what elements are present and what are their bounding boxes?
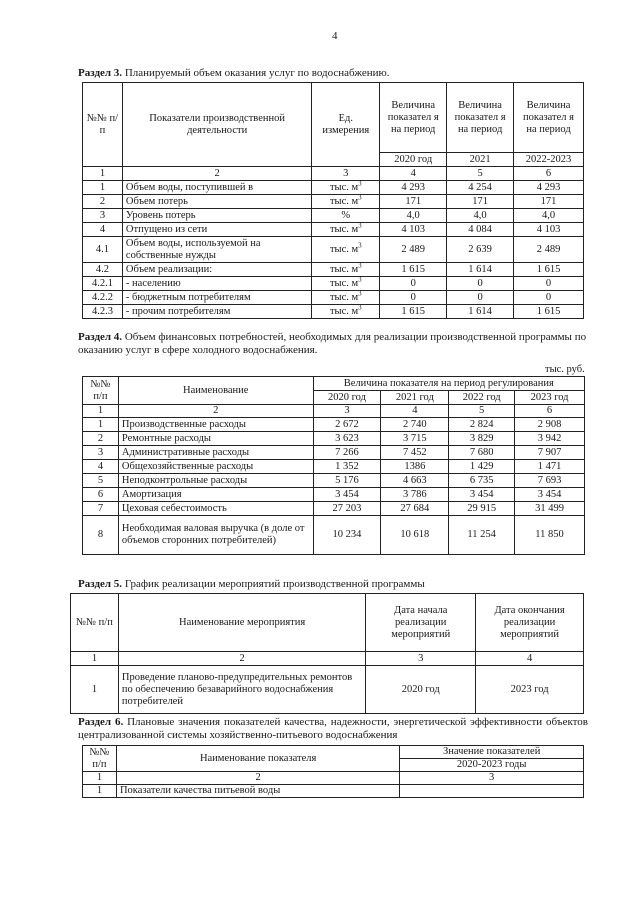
s3-value-2: 1 614 bbox=[447, 305, 514, 319]
s3-value-3: 1 615 bbox=[514, 263, 584, 277]
s3-unit-exponent: 3 bbox=[358, 275, 362, 283]
s4-value-2: 3 715 bbox=[381, 432, 449, 446]
s3-unit-text: тыс. м bbox=[329, 305, 359, 317]
s3-name: Объем воды, используемой на собственные нужды bbox=[122, 237, 311, 263]
s6-name: Показатели качества питьевой воды bbox=[116, 785, 399, 798]
s4-idx: 1 bbox=[83, 405, 119, 418]
s3-name: Отпущено из сети bbox=[122, 223, 311, 237]
s4-value-1: 5 176 bbox=[313, 474, 381, 488]
s3-unit-exponent: 3 bbox=[358, 221, 362, 229]
s4-name: Неподконтрольные расходы bbox=[118, 474, 313, 488]
s5-header-name: Наименование мероприятия bbox=[118, 594, 365, 652]
s4-value-2: 2 740 bbox=[381, 418, 449, 432]
s4-value-4: 3 942 bbox=[515, 432, 585, 446]
section4-title-bold: Раздел 4. bbox=[78, 331, 123, 343]
s3-unit-text: тыс. м bbox=[329, 223, 359, 235]
s3-value-1: 4 293 bbox=[380, 181, 447, 195]
s4-idx: 5 bbox=[449, 405, 515, 418]
s4-value-4: 31 499 bbox=[515, 502, 585, 516]
s3-idx: 3 bbox=[312, 167, 380, 181]
s6-value bbox=[400, 785, 584, 798]
s4-value-2: 4 663 bbox=[381, 474, 449, 488]
s3-value-3: 1 615 bbox=[514, 305, 584, 319]
section6-title bbox=[78, 716, 588, 742]
s3-name: - населению bbox=[122, 277, 311, 291]
s4-num: 5 bbox=[83, 474, 119, 488]
table-row bbox=[83, 209, 584, 223]
table-row bbox=[83, 237, 584, 263]
s5-header-num: №№ п/п bbox=[71, 594, 119, 652]
s3-value-2: 4 254 bbox=[447, 181, 514, 195]
s3-period-3: 2022-2023 bbox=[514, 153, 584, 167]
s3-value-2: 171 bbox=[447, 195, 514, 209]
s6-idx: 3 bbox=[400, 772, 584, 785]
s3-unit bbox=[312, 237, 380, 263]
section3-title-bold: Раздел 3. bbox=[78, 67, 123, 79]
s3-value-2: 0 bbox=[447, 277, 514, 291]
s4-num: 1 bbox=[83, 418, 119, 432]
s3-unit-exponent: 3 bbox=[358, 261, 362, 269]
s3-unit bbox=[312, 277, 380, 291]
s4-name: Ремонтные расходы bbox=[118, 432, 313, 446]
s3-index-row bbox=[83, 167, 584, 181]
s3-value-1: 4,0 bbox=[380, 209, 447, 223]
s3-unit bbox=[312, 181, 380, 195]
s4-year-3: 2022 год bbox=[449, 391, 515, 405]
s4-num: 7 bbox=[83, 502, 119, 516]
s3-value-2: 0 bbox=[447, 291, 514, 305]
table-row bbox=[83, 291, 584, 305]
section6-table bbox=[82, 745, 584, 798]
s4-header-num: №№ п/п bbox=[83, 377, 119, 405]
s5-name: Проведение планово-предупредительных ремонтов по обеспечению безаварийного водоснабжения потребителей bbox=[118, 666, 365, 714]
s3-header-unit: Ед. измерения bbox=[312, 83, 380, 167]
s4-value-3: 1 429 bbox=[449, 460, 515, 474]
section6-title-bold: Раздел 6. bbox=[78, 716, 124, 728]
s4-name: Цеховая себестоимость bbox=[118, 502, 313, 516]
s4-name: Производственные расходы bbox=[118, 418, 313, 432]
s4-value-3: 3 454 bbox=[449, 488, 515, 502]
s4-num: 4 bbox=[83, 460, 119, 474]
s3-unit-text: тыс. м bbox=[329, 263, 359, 275]
s4-value-1: 7 266 bbox=[313, 446, 381, 460]
section4-unit-note: тыс. руб. bbox=[545, 364, 585, 375]
s3-unit-text: тыс. м bbox=[329, 195, 359, 207]
s4-idx: 3 bbox=[313, 405, 381, 418]
s3-value-1: 0 bbox=[380, 277, 447, 291]
table-row bbox=[83, 460, 585, 474]
s4-value-3: 3 829 bbox=[449, 432, 515, 446]
s4-value-1: 10 234 bbox=[313, 516, 381, 555]
table-row bbox=[83, 181, 584, 195]
s3-value-2: 1 614 bbox=[447, 263, 514, 277]
s4-name: Административные расходы bbox=[118, 446, 313, 460]
s6-idx: 1 bbox=[83, 772, 117, 785]
s5-header-start: Дата начала реализации мероприятий bbox=[366, 594, 476, 652]
s4-value-4: 11 850 bbox=[515, 516, 585, 555]
s3-name: Уровень потерь bbox=[122, 209, 311, 223]
s3-value-3: 4 293 bbox=[514, 181, 584, 195]
section5-title-bold: Раздел 5. bbox=[78, 578, 123, 590]
s3-idx: 1 bbox=[83, 167, 123, 181]
table-row bbox=[83, 516, 585, 555]
section4-title bbox=[78, 331, 588, 357]
s4-value-2: 1386 bbox=[381, 460, 449, 474]
s3-num: 4.2.2 bbox=[83, 291, 123, 305]
s4-index-row bbox=[83, 405, 585, 418]
s4-value-2: 3 786 bbox=[381, 488, 449, 502]
s3-header-value-1: Величина показател я на период bbox=[380, 83, 447, 153]
s6-header-num: №№ п/п bbox=[83, 746, 117, 772]
s3-idx: 6 bbox=[514, 167, 584, 181]
s4-idx: 6 bbox=[515, 405, 585, 418]
s3-name: Объем воды, поступившей в bbox=[122, 181, 311, 195]
table-row bbox=[83, 488, 585, 502]
table-row bbox=[83, 305, 584, 319]
s4-value-1: 2 672 bbox=[313, 418, 381, 432]
s3-name: Объем потерь bbox=[122, 195, 311, 209]
s3-value-3: 4 103 bbox=[514, 223, 584, 237]
s3-header-indicator: Показатели производственной деятельности bbox=[122, 83, 311, 167]
s4-value-2: 10 618 bbox=[381, 516, 449, 555]
s3-idx: 5 bbox=[447, 167, 514, 181]
s4-num: 6 bbox=[83, 488, 119, 502]
s4-value-2: 7 452 bbox=[381, 446, 449, 460]
s4-value-1: 3 454 bbox=[313, 488, 381, 502]
table-row bbox=[83, 446, 585, 460]
s5-num: 1 bbox=[71, 666, 119, 714]
s4-idx: 4 bbox=[381, 405, 449, 418]
s4-value-4: 7 907 bbox=[515, 446, 585, 460]
table-row bbox=[83, 785, 584, 798]
s3-unit-text: тыс. м bbox=[329, 243, 359, 255]
s4-value-3: 11 254 bbox=[449, 516, 515, 555]
s3-unit-exponent: 3 bbox=[358, 303, 362, 311]
s3-num: 4.2 bbox=[83, 263, 123, 277]
s4-value-1: 3 623 bbox=[313, 432, 381, 446]
s6-header-value: Значение показателей bbox=[400, 746, 584, 759]
section6-title-text: Плановые значения показателей качества, надежности, энергетической эффективности объектов централизованной системы хозяйственно-питьевого водоснабжения bbox=[78, 716, 589, 741]
s6-index-row bbox=[83, 772, 584, 785]
s4-name: Необходимая валовая выручка (в доле от объемов сторонних потребителей) bbox=[118, 516, 313, 555]
s3-period-1: 2020 год bbox=[380, 153, 447, 167]
s3-value-1: 1 615 bbox=[380, 305, 447, 319]
s3-header-value-3: Величина показател я на период bbox=[514, 83, 584, 153]
s4-header-value: Величина показателя на период регулирования bbox=[313, 377, 584, 391]
s3-value-3: 2 489 bbox=[514, 237, 584, 263]
s3-unit bbox=[312, 223, 380, 237]
s5-idx: 4 bbox=[476, 652, 584, 666]
table-row bbox=[83, 223, 584, 237]
s3-unit bbox=[312, 291, 380, 305]
s3-num: 2 bbox=[83, 195, 123, 209]
s3-unit-exponent: 3 bbox=[358, 241, 362, 249]
table-row bbox=[83, 432, 585, 446]
s6-idx: 2 bbox=[116, 772, 399, 785]
s4-year-4: 2023 год bbox=[515, 391, 585, 405]
s3-num: 4.2.1 bbox=[83, 277, 123, 291]
s3-unit-exponent: 3 bbox=[358, 193, 362, 201]
s5-idx: 2 bbox=[118, 652, 365, 666]
s5-start: 2020 год bbox=[366, 666, 476, 714]
s3-value-1: 171 bbox=[380, 195, 447, 209]
s6-header-period: 2020-2023 годы bbox=[400, 759, 584, 772]
s6-num: 1 bbox=[83, 785, 117, 798]
s5-index-row bbox=[71, 652, 584, 666]
s4-value-4: 7 693 bbox=[515, 474, 585, 488]
s3-unit bbox=[312, 195, 380, 209]
s3-value-2: 4,0 bbox=[447, 209, 514, 223]
table-row bbox=[83, 474, 585, 488]
s4-value-3: 6 735 bbox=[449, 474, 515, 488]
s3-num: 1 bbox=[83, 181, 123, 195]
section3-title-text: Планируемый объем оказания услуг по водоснабжению. bbox=[122, 67, 390, 79]
section5-title bbox=[78, 578, 425, 591]
section5-title-text: График реализации мероприятий производственной программы bbox=[122, 578, 425, 590]
s4-value-3: 29 915 bbox=[449, 502, 515, 516]
s3-value-1: 2 489 bbox=[380, 237, 447, 263]
s3-name: - прочим потребителям bbox=[122, 305, 311, 319]
s6-header-name: Наименование показателя bbox=[116, 746, 399, 772]
s3-name: Объем реализации: bbox=[122, 263, 311, 277]
table-row bbox=[83, 263, 584, 277]
s3-idx: 4 bbox=[380, 167, 447, 181]
table-row bbox=[83, 277, 584, 291]
s3-value-3: 4,0 bbox=[514, 209, 584, 223]
page-number: 4 bbox=[332, 30, 338, 42]
s4-idx: 2 bbox=[118, 405, 313, 418]
s3-num: 4.2.3 bbox=[83, 305, 123, 319]
s3-unit bbox=[312, 305, 380, 319]
s4-value-1: 1 352 bbox=[313, 460, 381, 474]
s3-value-2: 2 639 bbox=[447, 237, 514, 263]
section4-table bbox=[82, 376, 585, 555]
s3-value-2: 4 084 bbox=[447, 223, 514, 237]
s4-value-4: 3 454 bbox=[515, 488, 585, 502]
section5-table bbox=[70, 593, 584, 714]
s4-num: 8 bbox=[83, 516, 119, 555]
s4-header-name: Наименование bbox=[118, 377, 313, 405]
s4-num: 3 bbox=[83, 446, 119, 460]
s3-unit-text: тыс. м bbox=[329, 181, 359, 193]
table-row bbox=[71, 666, 584, 714]
s5-header-end: Дата окончания реализации мероприятий bbox=[476, 594, 584, 652]
s3-unit-text: тыс. м bbox=[329, 291, 359, 303]
s4-name: Общехозяйственные расходы bbox=[118, 460, 313, 474]
s3-unit: % bbox=[312, 209, 380, 223]
s3-period-2: 2021 bbox=[447, 153, 514, 167]
s5-end: 2023 год bbox=[476, 666, 584, 714]
s3-num: 4.1 bbox=[83, 237, 123, 263]
s5-idx: 3 bbox=[366, 652, 476, 666]
table-row bbox=[83, 502, 585, 516]
s3-unit-exponent: 3 bbox=[358, 179, 362, 187]
s3-num: 3 bbox=[83, 209, 123, 223]
s3-name: - бюджетным потребителям bbox=[122, 291, 311, 305]
s3-unit-text: тыс. м bbox=[329, 277, 359, 289]
s3-num: 4 bbox=[83, 223, 123, 237]
s3-header-num: №№ п/п bbox=[83, 83, 123, 167]
s3-value-1: 1 615 bbox=[380, 263, 447, 277]
s5-idx: 1 bbox=[71, 652, 119, 666]
s4-value-2: 27 684 bbox=[381, 502, 449, 516]
section4-title-text: Объем финансовых потребностей, необходимых для реализации производственной программы по оказанию услуг в сфере холодного водоснабжения. bbox=[78, 331, 587, 356]
section3-title bbox=[78, 67, 389, 80]
section3-table bbox=[82, 82, 584, 319]
s4-year-1: 2020 год bbox=[313, 391, 381, 405]
s4-value-4: 1 471 bbox=[515, 460, 585, 474]
s4-value-3: 7 680 bbox=[449, 446, 515, 460]
s4-value-4: 2 908 bbox=[515, 418, 585, 432]
table-row bbox=[83, 418, 585, 432]
s3-idx: 2 bbox=[122, 167, 311, 181]
s4-value-1: 27 203 bbox=[313, 502, 381, 516]
s4-year-2: 2021 год bbox=[381, 391, 449, 405]
s3-value-3: 171 bbox=[514, 195, 584, 209]
s3-value-1: 0 bbox=[380, 291, 447, 305]
s3-value-1: 4 103 bbox=[380, 223, 447, 237]
s4-num: 2 bbox=[83, 432, 119, 446]
s4-name: Амортизация bbox=[118, 488, 313, 502]
s3-unit-exponent: 3 bbox=[358, 289, 362, 297]
s4-value-3: 2 824 bbox=[449, 418, 515, 432]
s3-unit bbox=[312, 263, 380, 277]
s3-header-value-2: Величина показател я на период bbox=[447, 83, 514, 153]
s3-value-3: 0 bbox=[514, 291, 584, 305]
table-row bbox=[83, 195, 584, 209]
s3-value-3: 0 bbox=[514, 277, 584, 291]
